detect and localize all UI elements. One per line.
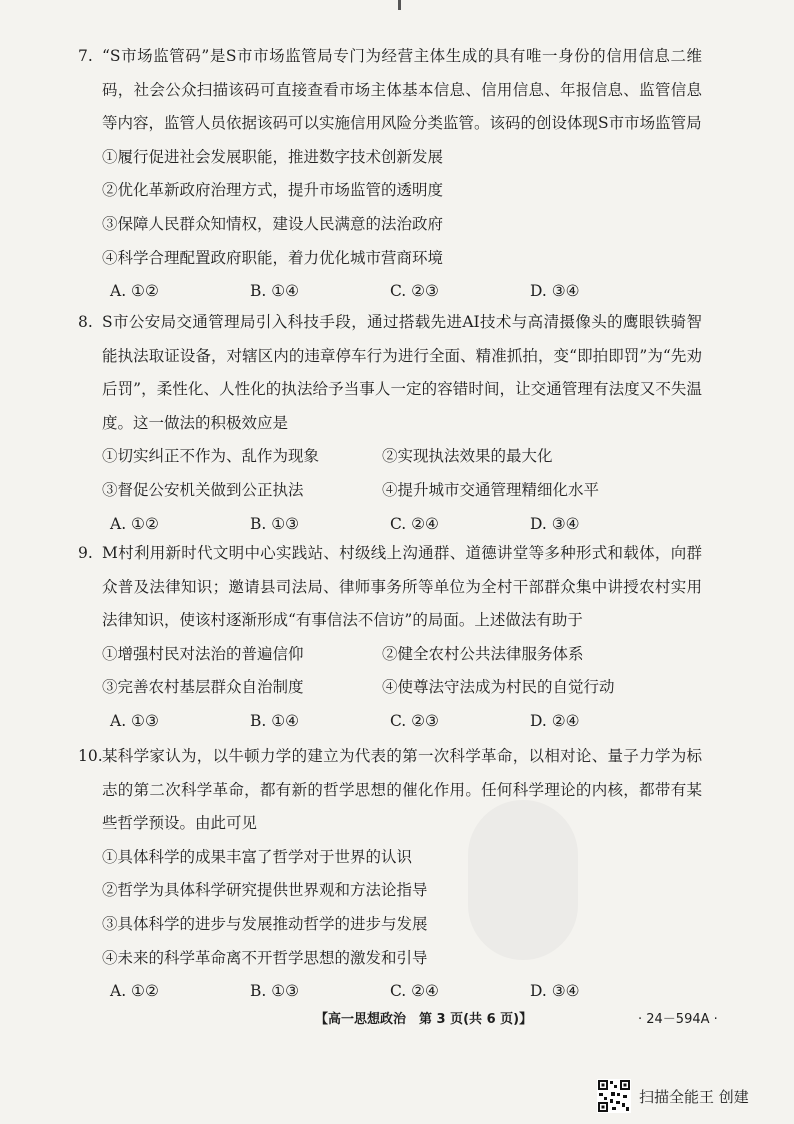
- choice-b[interactable]: B. ①③: [250, 982, 300, 1001]
- statement-row: [102, 638, 702, 672]
- page-footer: [0, 1002, 794, 1032]
- question-number: 8.: [78, 313, 93, 331]
- choice-d[interactable]: D. ③④: [530, 282, 580, 301]
- question-7: [78, 40, 702, 309]
- choice-c[interactable]: C. ②③: [390, 711, 439, 730]
- choice-c[interactable]: C. ②④: [390, 982, 439, 1001]
- choice-c[interactable]: C. ②④: [390, 514, 439, 533]
- question-stem: [78, 40, 702, 141]
- statement-4: ④未来的科学革命离不开哲学思想的激发和引导: [102, 948, 428, 967]
- question-number: 7.: [78, 47, 93, 65]
- choice-a[interactable]: A. ①③: [110, 711, 159, 730]
- question-stem: [78, 306, 702, 440]
- statement-1: ①增强村民对法治的普遍信仰: [102, 644, 304, 663]
- qr-code-icon: [597, 1079, 631, 1113]
- statement-2: ②优化革新政府治理方式，提升市场监管的透明度: [102, 181, 444, 200]
- binding-mark: [398, 0, 401, 10]
- statement-2: ②哲学为具体科学研究提供世界观和方法论指导: [102, 881, 428, 900]
- stem-text: “S市场监管码”是S市市场监管局专门为经营主体生成的具有唯一身份的信用信息二维码，社会公众扫描该码可直接查看市场主体基本信息、信用信息、年报信息、监管信息等内容，监管人员依据该码可以实施信用风险分类监管。该码的创设体现S市市场监管局: [102, 47, 702, 133]
- choice-d[interactable]: D. ③④: [530, 514, 580, 533]
- footer-page-info: 【高一思想政治 第 3 页(共 6 页)】: [315, 1012, 533, 1027]
- statement-2: ②实现执法效果的最大化: [382, 447, 553, 466]
- question-number: 10.: [78, 747, 103, 765]
- question-number: 9.: [78, 544, 93, 562]
- choice-b[interactable]: B. ①④: [250, 282, 300, 301]
- statement-2: ②健全农村公共法律服务体系: [382, 644, 584, 663]
- question-8: [78, 306, 702, 541]
- statement-row: [102, 440, 702, 474]
- footer-paper-code: · 24－594A ·: [638, 1012, 718, 1027]
- statement-3: ③督促公安机关做到公正执法: [102, 480, 304, 499]
- question-stem: [78, 537, 702, 638]
- choice-a[interactable]: A. ①②: [110, 282, 159, 301]
- stem-text: 某科学家认为，以牛顿力学的建立为代表的第一次科学革命，以相对论、量子力学为标志的第二次科学革命，都有新的哲学思想的催化作用。任何科学理论的内核，都带有某些哲学预设。由此可见: [102, 747, 702, 833]
- question-stem: [78, 740, 702, 841]
- choice-d[interactable]: D. ②④: [530, 711, 580, 730]
- scanner-label: 扫描全能王 创建: [639, 1087, 749, 1106]
- stem-text: M村利用新时代文明中心实践站、村级线上沟通群、道德讲堂等多种形式和载体，向群众普及法律知识；邀请县司法局、律师事务所等单位为全村干部群众集中讲授农村实用法律知识，使该村逐渐形成“有事信法不信访”的局面。上述做法有助于: [102, 544, 702, 630]
- choice-a[interactable]: A. ①②: [110, 514, 159, 533]
- statement-3: ③保障人民群众知情权，建设人民满意的法治政府: [102, 214, 444, 233]
- statement-4: ④科学合理配置政府职能，着力优化城市营商环境: [102, 248, 444, 267]
- statement-1: ①切实纠正不作为、乱作为现象: [102, 447, 320, 466]
- statement-4: ④提升城市交通管理精细化水平: [382, 480, 600, 499]
- statement-3: ③完善农村基层群众自治制度: [102, 678, 304, 697]
- answer-choices: [102, 705, 702, 739]
- statement-4: ④使尊法守法成为村民的自觉行动: [382, 678, 615, 697]
- statement-row: [102, 474, 702, 508]
- choice-d[interactable]: D. ③④: [530, 982, 580, 1001]
- stem-text: S市公安局交通管理局引入科技手段，通过搭载先进AI技术与高清摄像头的鹰眼铁骑智能执法取证设备，对辖区内的违章停车行为进行全面、精准抓拍，变“即拍即罚”为“先劝后罚”，柔性化、人性化的执法给予当事人一定的容错时间，让交通管理有法度又不失温度。这一做法的积极效应是: [102, 313, 702, 432]
- scanner-badge: [597, 1078, 749, 1114]
- choice-b[interactable]: B. ①④: [250, 711, 300, 730]
- statement-row: [102, 671, 702, 705]
- answer-choices: [102, 275, 702, 309]
- statement-1: ①履行促进社会发展职能，推进数字技术创新发展: [102, 147, 444, 166]
- statement-1: ①具体科学的成果丰富了哲学对于世界的认识: [102, 847, 413, 866]
- choice-a[interactable]: A. ①②: [110, 982, 159, 1001]
- question-9: [78, 537, 702, 739]
- question-10: [78, 740, 702, 1009]
- choice-c[interactable]: C. ②③: [390, 282, 439, 301]
- statement-3: ③具体科学的进步与发展推动哲学的进步与发展: [102, 914, 428, 933]
- choice-b[interactable]: B. ①③: [250, 514, 300, 533]
